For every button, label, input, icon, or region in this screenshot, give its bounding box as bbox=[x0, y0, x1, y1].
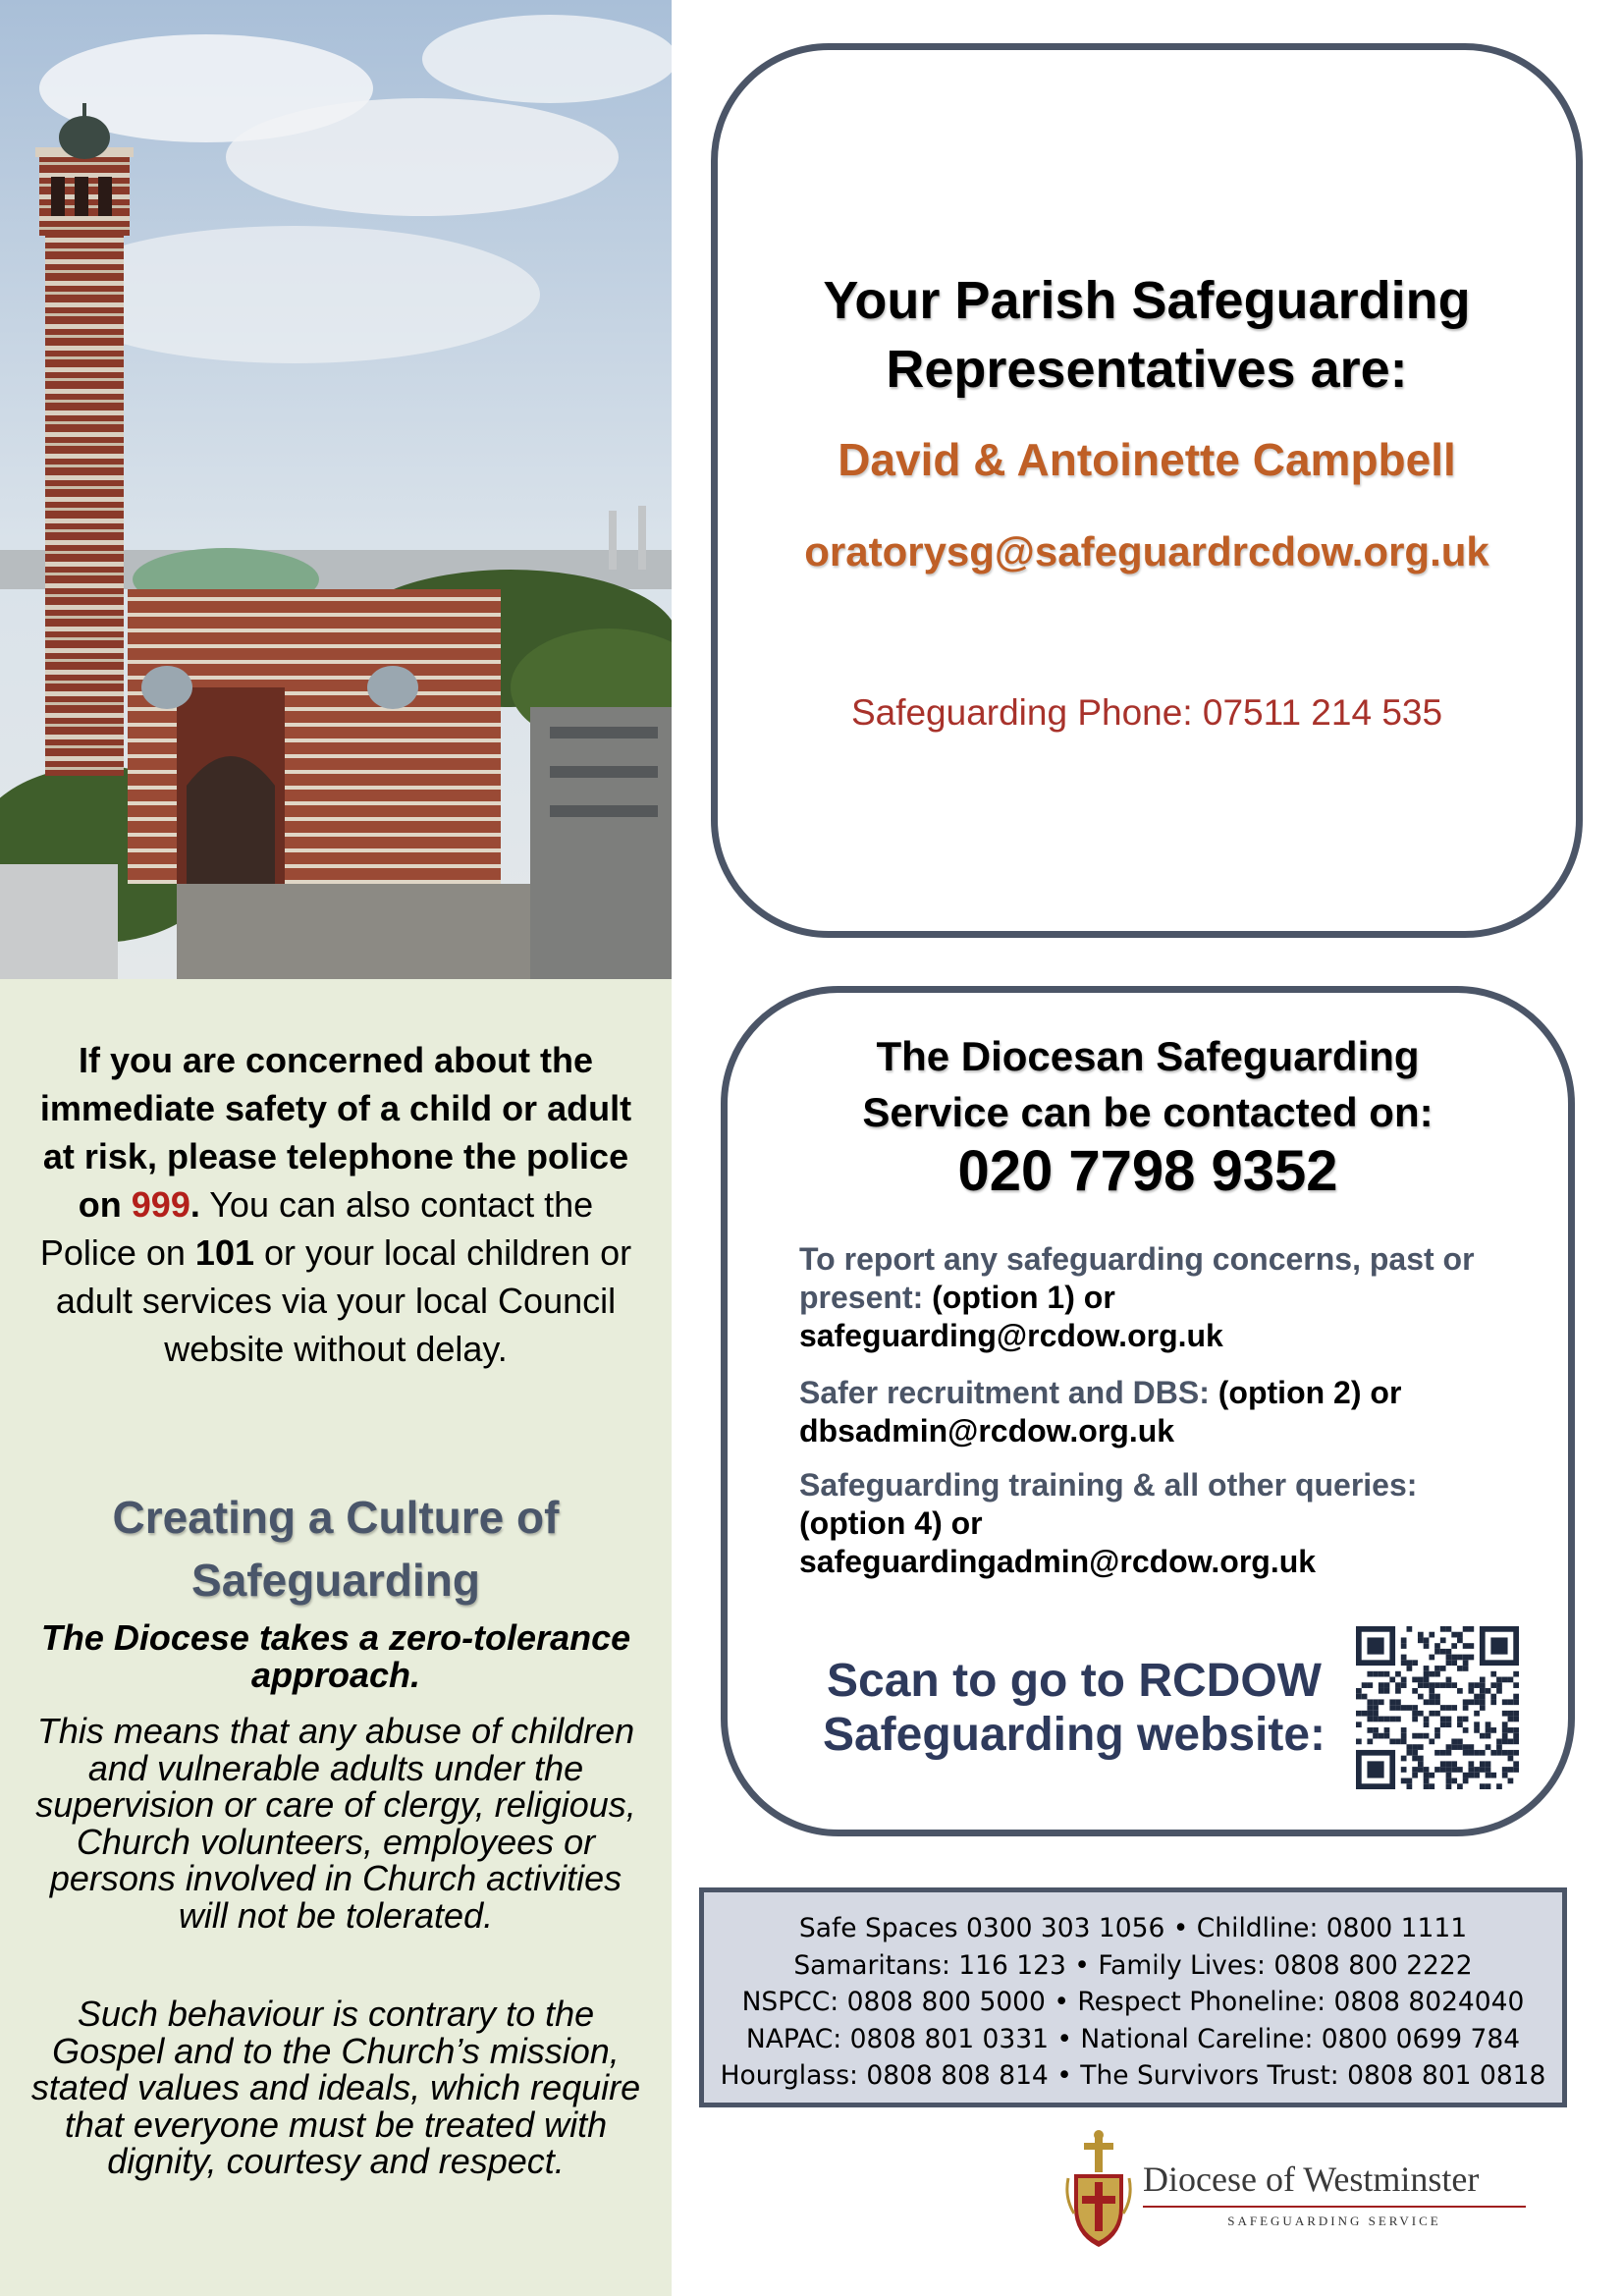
option-1-number: (option 1) or bbox=[923, 1280, 1115, 1315]
emergency-number-999: 999 bbox=[131, 1184, 190, 1225]
helplines-box bbox=[699, 1887, 1567, 2107]
option-4-label: Safeguarding training & all other queries: bbox=[799, 1467, 1418, 1503]
scan-prompt bbox=[799, 1654, 1349, 1762]
safeguarding-phone: Safeguarding Phone: 07511 214 535 bbox=[850, 692, 1443, 733]
qr-code-icon[interactable] bbox=[1356, 1626, 1519, 1789]
emergency-notice bbox=[27, 1036, 644, 1373]
option-4-email-link[interactable]: safeguardingadmin@rcdow.org.uk bbox=[799, 1544, 1317, 1579]
option-2-label: Safer recruitment and DBS: bbox=[799, 1375, 1210, 1410]
representatives-heading-line-1: Your Parish Safeguarding bbox=[823, 271, 1471, 330]
logo-subtitle: SAFEGUARDING SERVICE bbox=[1227, 2214, 1441, 2228]
police-number-101: 101 bbox=[194, 1232, 254, 1273]
diocese-crest-icon bbox=[1064, 2129, 1133, 2257]
diocesan-service-box bbox=[721, 986, 1575, 1836]
representatives-heading bbox=[718, 266, 1576, 404]
option-1-label: To report any safeguarding concerns, past or present: bbox=[799, 1241, 1475, 1315]
policy-paragraph-2: Such behaviour is contrary to the Gospel and to the Church’s mission, stated values and ideals, which require that everyone must be treated with dignity, courtesy and respect. bbox=[30, 1994, 641, 2181]
option-2-email-link[interactable]: dbsadmin@rcdow.org.uk bbox=[799, 1413, 1175, 1449]
helpline-row: Hourglass: 0808 808 814 • The Survivors Trust: 0808 801 0818 bbox=[720, 2060, 1546, 2091]
zero-tolerance-statement: The Diocese takes a zero-tolerance approach. bbox=[40, 1617, 631, 1695]
helpline-row: NSPCC: 0808 800 5000 • Respect Phoneline: 0808 8024040 bbox=[741, 1987, 1525, 2017]
helpline-row: NAPAC: 0808 801 0331 • National Careline: 0800 0699 784 bbox=[745, 2023, 1521, 2054]
option-training-queries bbox=[799, 1466, 1545, 1581]
diocesan-heading bbox=[728, 1028, 1568, 1140]
option-4-number: (option 4) or bbox=[799, 1505, 983, 1541]
diocese-logo bbox=[1064, 2129, 1536, 2257]
diocese-name: Diocese of Westminster bbox=[1143, 2159, 1480, 2199]
representatives-heading-line-2: Representatives are: bbox=[886, 340, 1408, 399]
parish-representatives-box bbox=[711, 43, 1583, 938]
policy-paragraph-1: This means that any abuse of children and vulnerable adults under the supervision or care of clergy, religious, Church volunteers, employees or persons involved in Church activities will not be tolerated. bbox=[35, 1711, 636, 1936]
diocesan-phone-number: 020 7798 9352 bbox=[957, 1139, 1338, 1203]
left-info-panel bbox=[0, 979, 672, 2296]
scan-prompt-line-2: Safeguarding website: bbox=[822, 1709, 1326, 1761]
emergency-notice-text-end: or your local children or adult services via your local Council website without delay. bbox=[55, 1232, 632, 1369]
scan-prompt-line-1: Scan to go to RCDOW bbox=[827, 1655, 1322, 1707]
option-report-concerns bbox=[799, 1240, 1545, 1355]
option-2-number: (option 2) or bbox=[1209, 1375, 1402, 1410]
logo-divider bbox=[1143, 2206, 1526, 2208]
diocesan-heading-line-2: Service can be contacted on: bbox=[862, 1089, 1434, 1135]
option-1-email-link[interactable]: safeguarding@rcdow.org.uk bbox=[799, 1318, 1223, 1353]
emergency-notice-text: You can also contact the Police on bbox=[39, 1184, 594, 1273]
cathedral-photo bbox=[0, 0, 672, 979]
diocesan-heading-line-1: The Diocesan Safeguarding bbox=[876, 1033, 1420, 1079]
option-safer-recruitment bbox=[799, 1374, 1545, 1450]
culture-heading: Creating a Culture of Safeguarding bbox=[112, 1492, 560, 1606]
helpline-row: Samaritans: 116 123 • Family Lives: 0808 800 2222 bbox=[793, 1949, 1473, 1981]
representatives-email-link[interactable]: oratorysg@safeguardrcdow.org.uk bbox=[804, 528, 1489, 574]
emergency-notice-period: . bbox=[189, 1184, 200, 1225]
representative-names: David & Antoinette Campbell bbox=[838, 434, 1456, 485]
helpline-row: Safe Spaces 0300 303 1056 • Childline: 0800 1111 bbox=[798, 1913, 1468, 1943]
emergency-notice-bold: If you are concerned about the immediate safety of a child or adult at risk, please telephone the police on bbox=[39, 1040, 632, 1225]
